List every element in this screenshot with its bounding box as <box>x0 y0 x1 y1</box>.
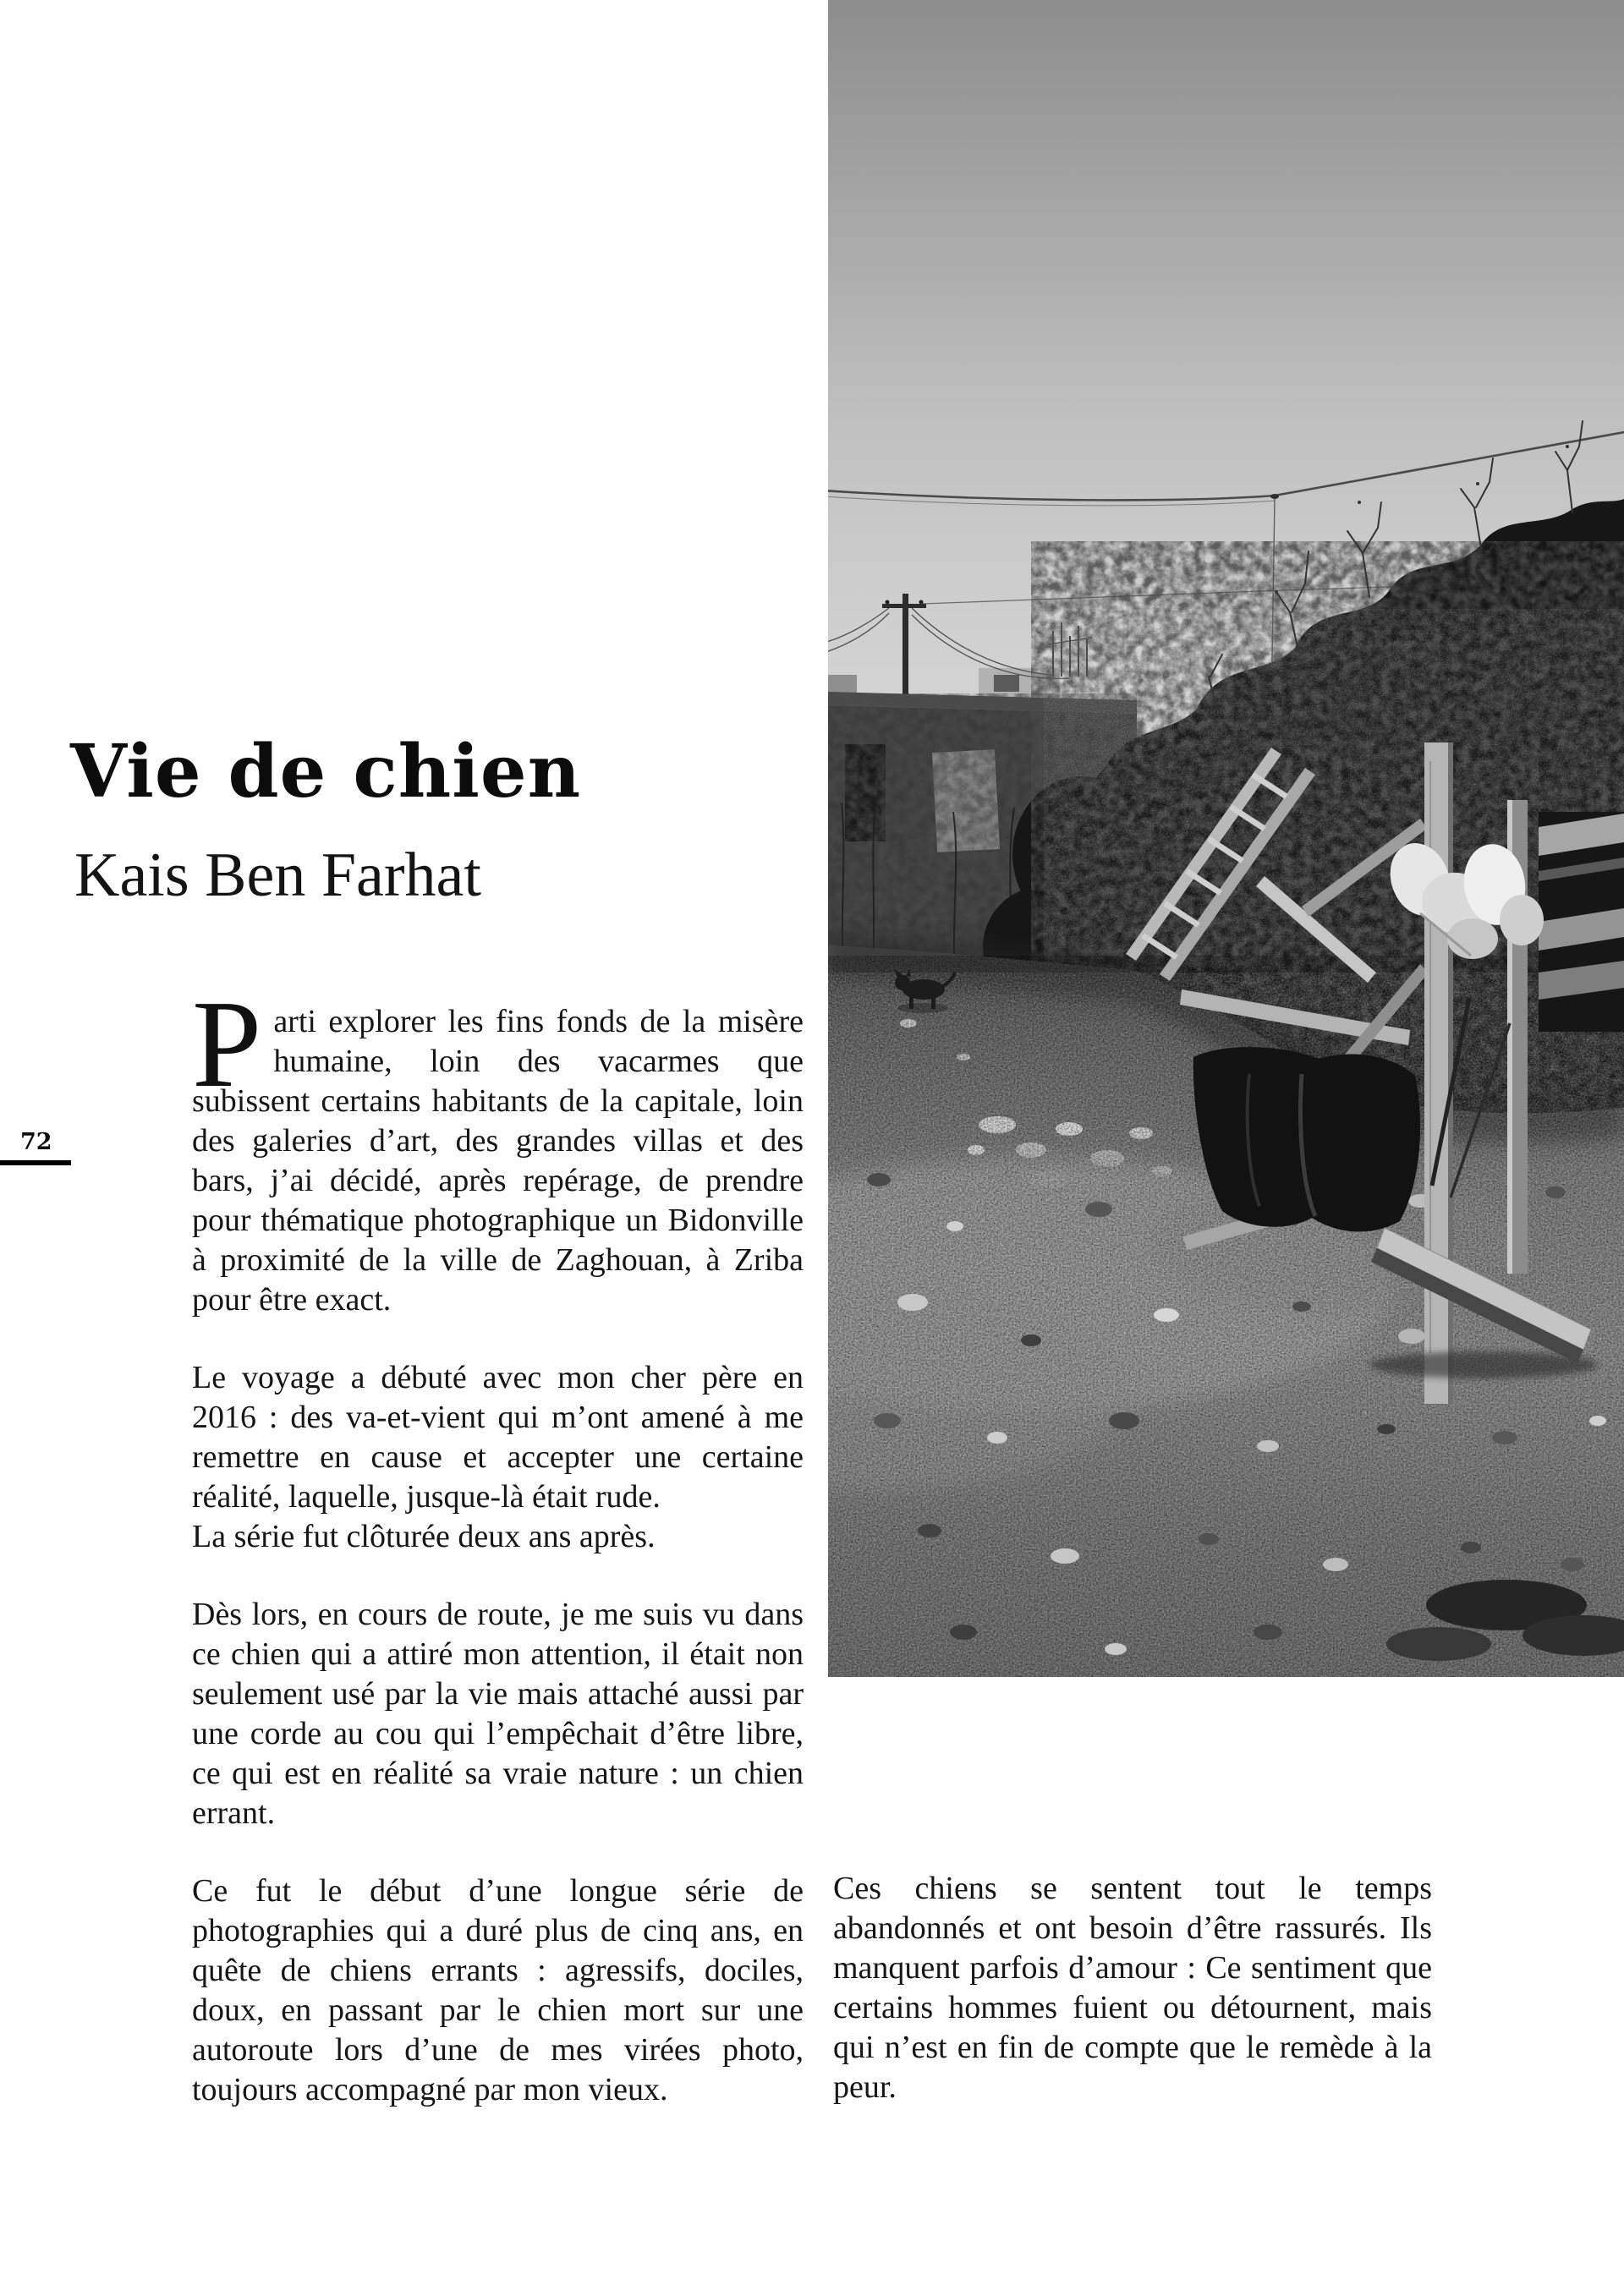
paragraph-5-text: Ces chiens se sentent tout le temps abandonnés et ont besoin d’être rassurés. Ils manquent parfois d’amour : Ce sentiment que certains hommes fuient ou détournent, mais qui n’est en fin de compte que le remède à la peur. <box>833 1871 1432 2105</box>
paragraph-5 <box>833 1869 1432 2107</box>
page-title: Vie de chien <box>70 728 582 814</box>
paragraph-4 <box>192 1871 804 2110</box>
body-column-left <box>192 975 804 2110</box>
paragraph-2b-text: La série fut clôturée deux ans après. <box>192 1519 656 1554</box>
paragraph-3-text: Dès lors, en cours de route, je me suis vu dans ce chien qui a attiré mon attention, il était non seulement usé par la vie mais attaché aussi par une corde au cou qui l’empêchait d’être libre, ce qui est en réalité sa vraie nature : un chien errant. <box>192 1597 804 1831</box>
paragraph-2 <box>192 1358 804 1517</box>
paragraph-3 <box>192 1595 804 1833</box>
article-photo <box>828 0 1624 1677</box>
page-number-rule <box>0 1160 71 1165</box>
drop-cap: P <box>192 975 262 1114</box>
page-number: 72 <box>20 1129 52 1155</box>
paragraph-2-text: Le voyage a débuté avec mon cher père en 2016 : des va-et-vient qui m’ont amené à me remettre en cause et accepter une certaine réalité, laquelle, jusque-là était rude. <box>192 1360 804 1515</box>
author-name: Kais Ben Farhat <box>74 841 481 911</box>
photo-illustration <box>828 0 1624 1677</box>
paragraph-1-text: arti explorer les fins fonds de la misère humaine, loin des vacarmes que subissent certains habitants de la capitale, loin des galeries d’art, des grandes villas et des bars, j’ai décidé, après repérage, de prendre pour thématique photographique un Bidonville à proximité de la ville de Zaghouan, à Zriba pour être exact. <box>192 1004 804 1318</box>
paragraph-4-text: Ce fut le début d’une longue série de photographies qui a duré plus de cinq ans, en quête de chiens errants : agressifs, dociles, doux, en passant par le chien mort sur une autoroute lors d’une de mes virées photo, toujours accompagné par mon vieux. <box>192 1873 804 2107</box>
body-column-right <box>833 1869 1432 2107</box>
paragraph-2b <box>192 1517 804 1557</box>
paragraph-1 <box>192 975 804 1320</box>
